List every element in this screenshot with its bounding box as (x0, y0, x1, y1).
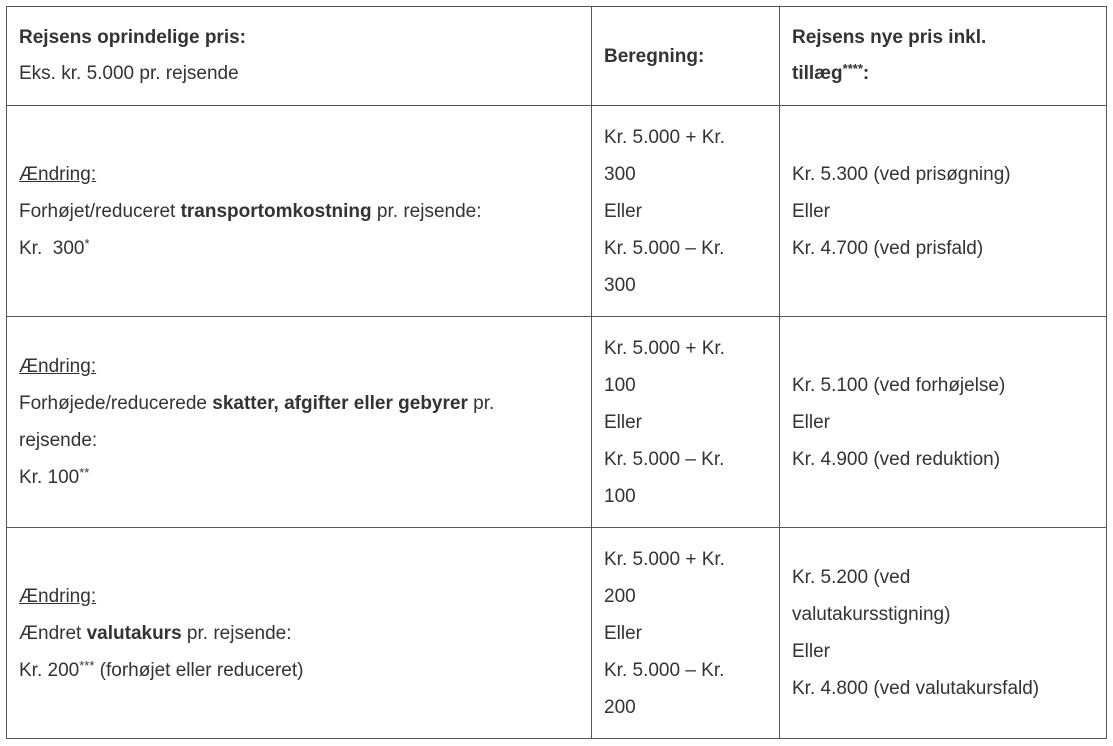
table-row (7, 317, 1107, 528)
header-calculation (592, 7, 780, 106)
change-description (19, 385, 579, 422)
calculation-cell (592, 317, 780, 528)
calc-line: Eller (604, 411, 643, 433)
desc-bold: valutakurs (86, 622, 182, 644)
desc-bold: skatter, afgifter eller gebyrer (212, 393, 468, 414)
change-description-cell (7, 106, 592, 317)
desc-text-post: pr. rejsende: (371, 200, 482, 222)
desc-text-post: pr. (467, 393, 495, 414)
calc-line: 200 (604, 696, 636, 718)
change-label: Ændring: (19, 163, 97, 185)
footnote-marker: * (84, 235, 90, 251)
new-price-cell (780, 528, 1107, 739)
header-new-price (780, 7, 1107, 106)
change-description-cell (7, 528, 592, 739)
result-line: Kr. 5.100 (ved forhøjelse) (792, 374, 1006, 396)
result-line: Kr. 5.200 (ved (792, 567, 911, 588)
result-line: Kr. 4.800 (ved valutakursfald) (792, 678, 1040, 699)
change-amount (19, 230, 579, 267)
table-row (7, 106, 1107, 317)
footnote-marker: **** (842, 61, 863, 76)
calc-line: 100 (604, 485, 636, 507)
footnote-marker: *** (79, 657, 95, 673)
change-description (19, 193, 579, 230)
change-amount (19, 652, 579, 689)
header-original-price (7, 7, 592, 106)
result-line: valutakursstigning) (792, 604, 951, 625)
calc-line: 200 (604, 585, 636, 607)
change-label: Ændring: (19, 356, 97, 377)
change-description-line2: rejsende: (19, 430, 98, 451)
change-description (19, 615, 579, 652)
price-adjustment-table (6, 6, 1107, 739)
table-row (7, 528, 1107, 739)
change-description-cell (7, 317, 592, 528)
new-price-title-line1: Rejsens nye pris inkl. (792, 27, 987, 48)
result-line: Kr. 4.900 (ved reduktion) (792, 448, 1001, 470)
desc-text-post: pr. rejsende: (181, 622, 292, 644)
result-line: Kr. 4.700 (ved prisfald) (792, 237, 984, 259)
desc-text: Forhøjede/reducerede (19, 393, 213, 414)
calculation-title: Beregning: (604, 45, 705, 67)
change-amount (19, 459, 579, 496)
amount-text: Kr. 300 (19, 237, 85, 259)
calc-line: Kr. 5.000 – Kr. (604, 237, 725, 259)
result-line: Kr. 5.300 (ved prisøgning) (792, 163, 1011, 185)
new-price-cell (780, 106, 1107, 317)
calc-line: Kr. 5.000 – Kr. (604, 448, 725, 470)
calc-line: 300 (604, 163, 636, 185)
calc-line: 100 (604, 374, 636, 396)
calculation-cell (592, 106, 780, 317)
amount-text: Kr. 100 (19, 467, 80, 488)
change-label: Ændring: (19, 585, 97, 607)
calc-line: Kr. 5.000 – Kr. (604, 659, 725, 681)
amount-tail: (forhøjet eller reduceret) (94, 659, 304, 681)
new-price-title-line2 (792, 56, 1094, 92)
table-header-row (7, 7, 1107, 106)
calc-line: Eller (604, 200, 643, 222)
calc-line: Kr. 5.000 + Kr. (604, 337, 725, 359)
calculation-cell (592, 528, 780, 739)
result-line: Eller (792, 200, 831, 222)
amount-text: Kr. 200 (19, 659, 80, 681)
desc-text: Forhøjet/reduceret (19, 200, 181, 222)
desc-text: Ændret (19, 622, 87, 644)
calc-line: 300 (604, 274, 636, 296)
desc-bold: transportomkostning (180, 200, 372, 222)
new-price-title-colon: : (862, 63, 870, 84)
calc-line: Kr. 5.000 + Kr. (604, 126, 725, 148)
result-line: Eller (792, 411, 831, 433)
footnote-marker: ** (79, 465, 90, 480)
new-price-title-word: tillæg (792, 63, 843, 84)
result-line: Eller (792, 641, 831, 662)
calc-line: Kr. 5.000 + Kr. (604, 548, 725, 570)
original-price-title: Rejsens oprindelige pris: (19, 27, 246, 48)
new-price-cell (780, 317, 1107, 528)
calc-line: Eller (604, 622, 643, 644)
original-price-example: Eks. kr. 5.000 pr. rejsende (19, 63, 239, 84)
